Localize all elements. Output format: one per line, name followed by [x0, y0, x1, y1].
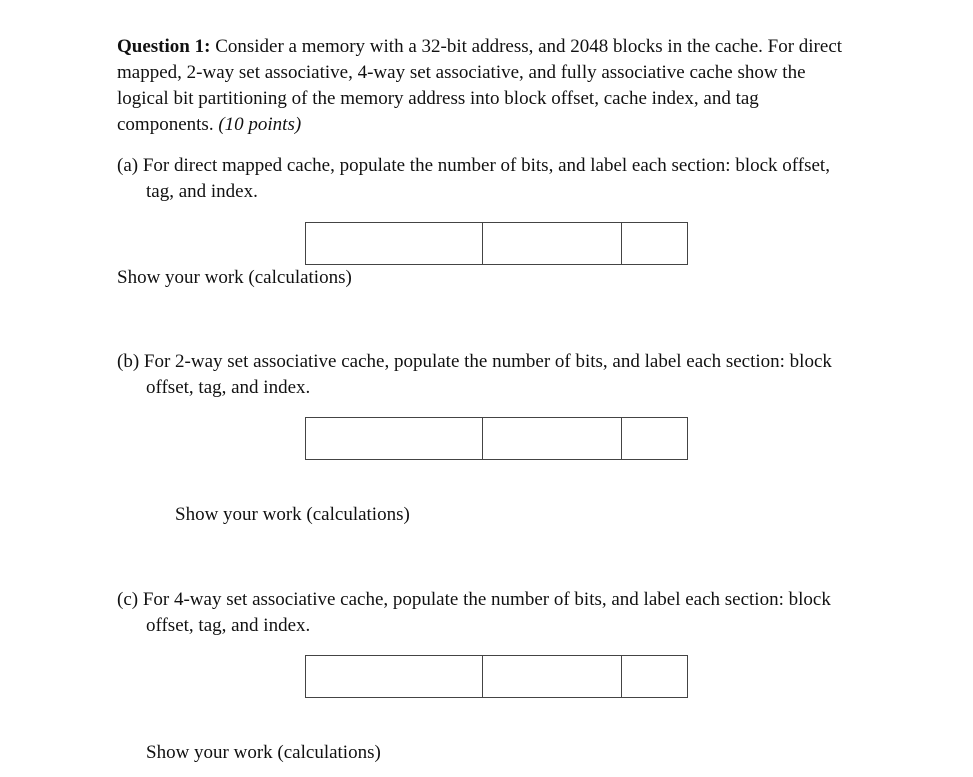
part-a-prompt	[117, 153, 830, 205]
question-line-4	[117, 112, 842, 138]
part-c-partition-cell-1[interactable]	[306, 656, 483, 697]
part-b-work-prompt: Show your work (calculations)	[175, 504, 410, 525]
question-line-1-text: Consider a memory with a 32-bit address, and 2048 blocks in the cache. For direct	[210, 36, 843, 57]
part-a-partition-cell-3[interactable]	[622, 223, 687, 264]
part-c-work-prompt: Show your work (calculations)	[146, 742, 381, 763]
part-a-work-prompt: Show your work (calculations)	[117, 267, 352, 288]
part-b-line-2: offset, tag, and index.	[146, 377, 311, 398]
points-label: (10 points)	[218, 114, 302, 135]
part-a-line-2: tag, and index.	[146, 181, 258, 202]
part-b-partition-cell-2[interactable]	[483, 418, 622, 459]
part-c-prompt	[117, 587, 831, 639]
part-a-address-partition-table	[305, 222, 688, 265]
part-b-address-partition-table	[305, 417, 688, 460]
part-a-partition-cell-2[interactable]	[483, 223, 622, 264]
part-b-partition-cell-1[interactable]	[306, 418, 483, 459]
question-text	[117, 34, 842, 138]
part-c-line-2: offset, tag, and index.	[146, 615, 311, 636]
question-label: Question 1:	[117, 36, 211, 57]
question-line-2: mapped, 2-way set associative, 4-way set associative, and fully associative cache show the	[117, 62, 806, 83]
part-c-partition-cell-2[interactable]	[483, 656, 622, 697]
part-a-partition-cell-1[interactable]	[306, 223, 483, 264]
part-c-line-1: (c) For 4-way set associative cache, populate the number of bits, and label each section: block	[117, 589, 831, 610]
part-b-line-1: (b) For 2-way set associative cache, populate the number of bits, and label each section: block	[117, 351, 832, 372]
question-line-1	[117, 34, 842, 60]
part-a-line-1: (a) For direct mapped cache, populate the number of bits, and label each section: block offset,	[117, 155, 830, 176]
part-c-address-partition-table	[305, 655, 688, 698]
part-b-prompt	[117, 349, 832, 401]
part-b-partition-cell-3[interactable]	[622, 418, 687, 459]
part-c-partition-cell-3[interactable]	[622, 656, 687, 697]
question-line-4-text: components.	[117, 114, 219, 135]
question-line-3: logical bit partitioning of the memory address into block offset, cache index, and tag	[117, 88, 759, 109]
